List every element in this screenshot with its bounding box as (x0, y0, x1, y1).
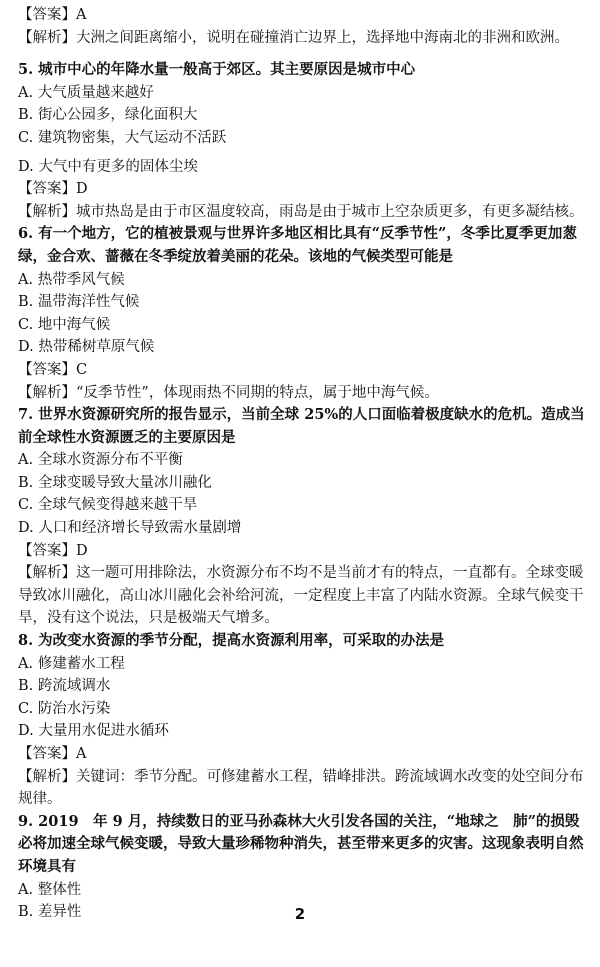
q8-option-c: C. 防治水污染 (18, 700, 111, 717)
q8-option-d: D. 大量用水促进水循环 (18, 723, 169, 740)
q7-option-a: A. 全球水资源分布不平衡 (18, 452, 183, 469)
q6-option-b: B. 温带海洋性气候 (18, 294, 140, 311)
q7-option-d: D. 人口和经济增长导致需水量剧增 (18, 520, 242, 537)
analysis-q8: 【解析】关键词：季节分配。可修建蓄水工程，错峰排洪。跨流域调水改变的处空间分布规律。 (18, 768, 584, 808)
question-9-stem: 9. 2019 年 9 月，持续数日的亚马孙森林大火引发各国的关注，“地球之 肺”的损毁必将加速全球气候变暖，导致大量珍稀物种消失，甚至带来更多的灾害。这现象表明自然环境具有 (18, 812, 584, 875)
q5-option-d: D. 大气中有更多的固体尘埃 (18, 158, 198, 175)
q5-option-a: A. 大气质量越来越好 (18, 84, 154, 101)
question-5-stem: 5. 城市中心的年降水量一般高于郊区。其主要原因是城市中心 (18, 61, 416, 79)
q5-option-c: C. 建筑物密集，大气运动不活跃 (18, 129, 227, 146)
question-8-stem: 8. 为改变水资源的季节分配，提高水资源利用率，可采取的办法是 (18, 632, 445, 650)
q7-option-b: B. 全球变暖导致大量冰川融化 (18, 474, 212, 491)
answer-q5: 【答案】D (18, 181, 88, 198)
question-6-stem: 6. 有一个地方，它的植被景观与世界许多地区相比具有“反季节性”，冬季比夏季更加葱绿，金合欢、蔷薇在冬季绽放着美丽的花朵。该地的气候类型可能是 (18, 225, 577, 265)
q6-option-a: A. 热带季风气候 (18, 271, 125, 288)
answer-q7: 【答案】D (18, 542, 88, 559)
q9-option-a: A. 整体性 (18, 881, 82, 898)
analysis-q6: 【解析】“反季节性”，体现雨热不同期的特点，属于地中海气候。 (18, 384, 439, 401)
page-number: 2 (294, 905, 306, 923)
q8-option-b: B. 跨流域调水 (18, 678, 111, 695)
answer-q4: 【答案】A (18, 7, 87, 23)
q6-option-c: C. 地中海气候 (18, 316, 111, 333)
q9-option-b: B. 差异性 (18, 904, 82, 921)
q7-option-c: C. 全球气候变得越来越干旱 (18, 497, 198, 514)
content-column (18, 4, 586, 924)
q6-option-d: D. 热带稀树草原气候 (18, 339, 155, 356)
answer-q8: 【答案】A (18, 746, 87, 762)
q5-option-b: B. 街心公园多，绿化面积大 (18, 107, 198, 124)
analysis-q5: 【解析】城市热岛是由于市区温度较高，雨岛是由于城市上空杂质更多，有更多凝结核。 (18, 203, 584, 220)
analysis-q4: 【解析】大洲之间距离缩小，说明在碰撞消亡边界上，选择地中海南北的非洲和欧洲。 (18, 29, 569, 46)
analysis-q7: 【解析】这一题可用排除法，水资源分布不均不是当前才有的特点，一直都有。全球变暖导致冰川融化，高山冰川融化会补给河流，一定程度上丰富了内陆水资源。全球气候变干旱，没有这个说法，只是极端天气增多。 (18, 565, 584, 627)
q8-option-a: A. 修建蓄水工程 (18, 655, 125, 672)
answer-q6: 【答案】C (18, 361, 88, 378)
question-7-stem: 7. 世界水资源研究所的报告显示，当前全球 25%的人口面临着极度缺水的危机。造成当前全球性水资源匮乏的主要原因是 (18, 406, 585, 446)
